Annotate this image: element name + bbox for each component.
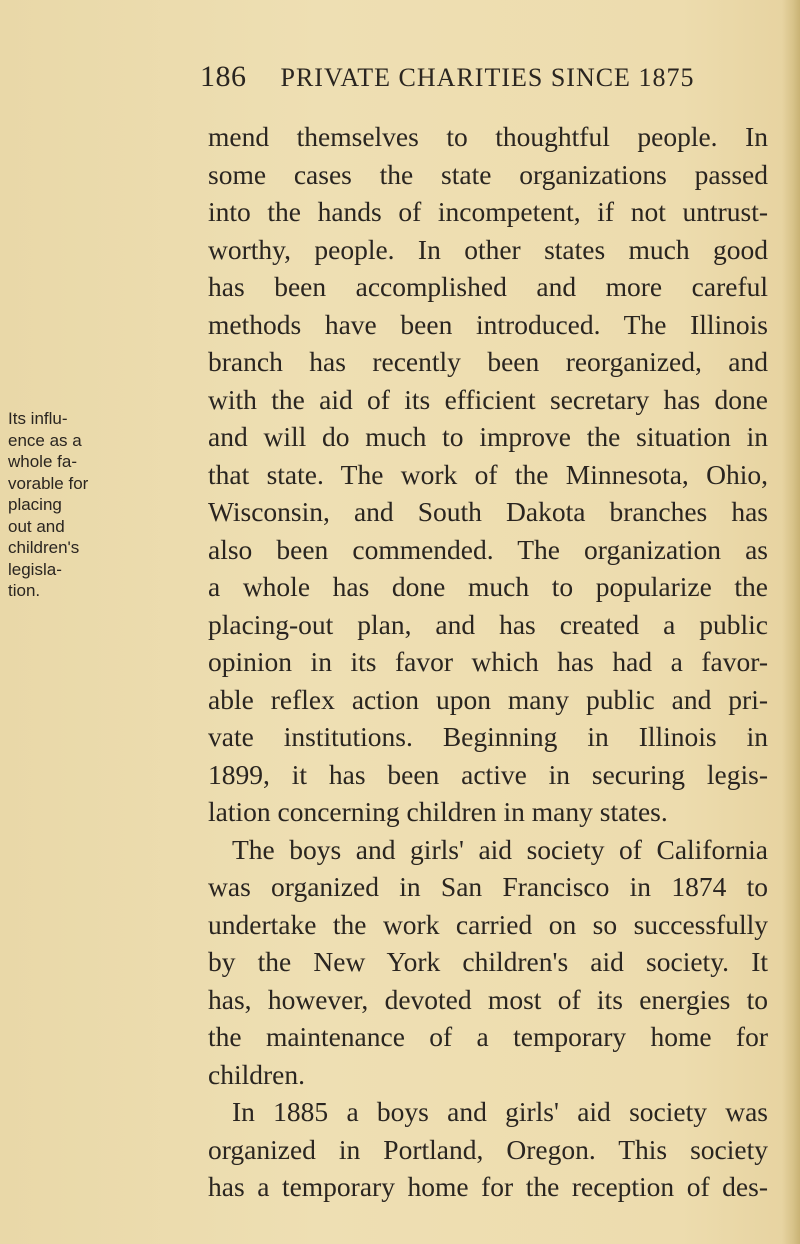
body-text: [208, 118, 768, 1206]
text-line: The boys and girls' aid society of California: [232, 833, 768, 865]
margin-note: [8, 408, 198, 602]
text-line: placing-out plan, and has created a public: [208, 608, 768, 640]
margin-note-line: Its influ-: [8, 409, 68, 428]
text-line: Wisconsin, and South Dakota branches has: [208, 496, 768, 527]
text-line: has, however, devoted most of its energies to: [208, 983, 768, 1015]
text-line: a whole has done much to popularize the: [208, 571, 768, 602]
text-line: lation concerning children in many states.: [208, 796, 668, 827]
text-line: that state. The work of the Minnesota, Ohio,: [208, 458, 768, 490]
text-line: also been commended. The organization as: [208, 533, 768, 565]
text-line: with the aid of its efficient secretary has done: [208, 383, 768, 415]
text-line: was organized in San Francisco in 1874 to: [208, 871, 768, 902]
text-line: the maintenance of a temporary home for: [208, 1021, 768, 1052]
page-header: [200, 60, 720, 94]
text-line: branch has recently been reorganized, and: [208, 346, 768, 377]
margin-note-line: ence as a: [8, 430, 82, 450]
text-line: organized in Portland, Oregon. This society: [208, 1133, 768, 1165]
margin-note-line: placing: [8, 495, 62, 514]
text-line: into the hands of incompetent, if not untrust-: [208, 196, 768, 227]
text-line: In 1885 a boys and girls' aid society was: [232, 1096, 768, 1127]
margin-note-line: legisla-: [8, 559, 62, 579]
margin-note-line: children's: [8, 538, 80, 557]
margin-note-line: whole fa-: [8, 452, 77, 471]
text-line: mend themselves to thoughtful people. In: [208, 121, 768, 152]
margin-note-line: tion.: [8, 581, 41, 600]
text-line: undertake the work carried on so successfully: [208, 908, 768, 940]
running-head: PRIVATE CHARITIES SINCE 1875: [280, 63, 695, 92]
text-line: some cases the state organizations passed: [208, 158, 768, 190]
text-line: 1899, it has been active in securing legis-: [208, 758, 768, 790]
text-line: and will do much to improve the situation in: [208, 421, 768, 452]
margin-note-line: out and: [8, 516, 65, 536]
text-line: methods have been introduced. The Illinois: [208, 308, 768, 340]
text-line: opinion in its favor which has had a favor-: [208, 646, 768, 677]
text-line: worthy, people. In other states much good: [208, 233, 768, 265]
text-line: has a temporary home for the reception of des-: [208, 1171, 768, 1202]
page-number: 186: [200, 60, 247, 93]
text-line: by the New York children's aid society. It: [208, 946, 768, 977]
text-line: children.: [208, 1058, 305, 1090]
text-line: has been accomplished and more careful: [208, 271, 768, 302]
margin-note-line: vorable for: [8, 473, 89, 493]
text-line: vate institutions. Beginning in Illinois in: [208, 721, 768, 752]
text-line: able reflex action upon many public and pri-: [208, 683, 768, 715]
page-edge: [782, 0, 800, 1244]
